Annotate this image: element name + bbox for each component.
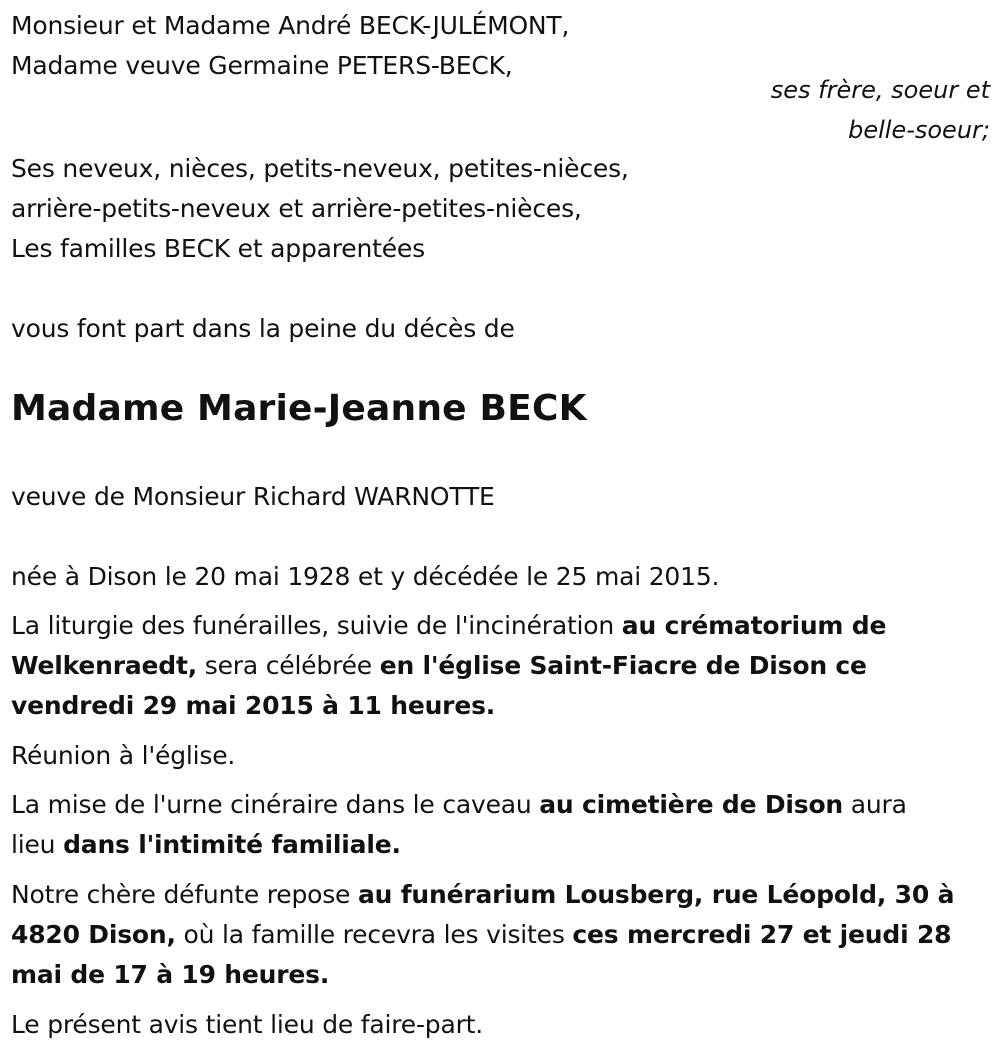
ceremony-date: vendredi 29 mai 2015 à 11 heures.	[11, 691, 496, 720]
relation-line-2: belle-soeur;	[848, 116, 990, 144]
visits-text-2: où la famille recevra les visites	[175, 920, 573, 949]
family-line-4: arrière-petits-neveux et arrière-petites-nièces,	[11, 194, 582, 223]
cemetery-text: au cimetière de Dison	[539, 790, 844, 819]
family-line-1: Monsieur et Madame André BECK-JULÉMONT,	[11, 11, 570, 40]
visits-line-3	[11, 955, 329, 995]
visits-line-1	[11, 875, 954, 915]
announcement-text: vous font part dans la peine du décès de	[11, 314, 515, 343]
deceased-name: Madame Marie-Jeanne BECK	[11, 388, 587, 429]
family-line-5: Les familles BECK et apparentées	[11, 234, 425, 263]
urn-line-2	[11, 825, 401, 865]
urn-text-2: aura	[843, 790, 907, 819]
urn-text-3: lieu	[11, 830, 64, 859]
widow-of-text: veuve de Monsieur Richard WARNOTTE	[11, 482, 495, 511]
closing-text: Le présent avis tient lieu de faire-part.	[11, 1010, 484, 1039]
relation-line-1: ses frère, soeur et	[770, 76, 990, 104]
visits-text-1: Notre chère défunte repose	[11, 880, 358, 909]
birth-death-text: née à Dison le 20 mai 1928 et y décédée le 25 mai 2015.	[11, 562, 720, 591]
liturgy-line-1	[11, 606, 886, 646]
church-text: en l'église Saint-Fiacre de Dison ce	[379, 651, 867, 680]
family-line-3: Ses neveux, nièces, petits-neveux, petites-nièces,	[11, 154, 629, 183]
crematorium-text: au crématorium de	[621, 611, 887, 640]
visit-days: ces mercredi 27 et jeudi 28	[572, 920, 952, 949]
liturgy-text-2: sera célébrée	[197, 651, 380, 680]
urn-line-1	[11, 785, 907, 825]
private-text: dans l'intimité familiale.	[63, 830, 401, 859]
urn-text-1: La mise de l'urne cinéraire dans le caveau	[11, 790, 540, 819]
family-line-2: Madame veuve Germaine PETERS-BECK,	[11, 51, 513, 80]
liturgy-text-1: La liturgie des funérailles, suivie de l'incinération	[11, 611, 622, 640]
crematorium-place: Welkenraedt,	[11, 651, 198, 680]
liturgy-line-3	[11, 686, 495, 726]
funeral-home-text: au funérarium Lousberg, rue Léopold, 30 à	[357, 880, 955, 909]
reunion-text: Réunion à l'église.	[11, 741, 236, 770]
liturgy-line-2	[11, 646, 867, 686]
visits-line-2	[11, 915, 951, 955]
visit-hours: mai de 17 à 19 heures.	[11, 960, 330, 989]
funeral-home-city: 4820 Dison,	[11, 920, 176, 949]
